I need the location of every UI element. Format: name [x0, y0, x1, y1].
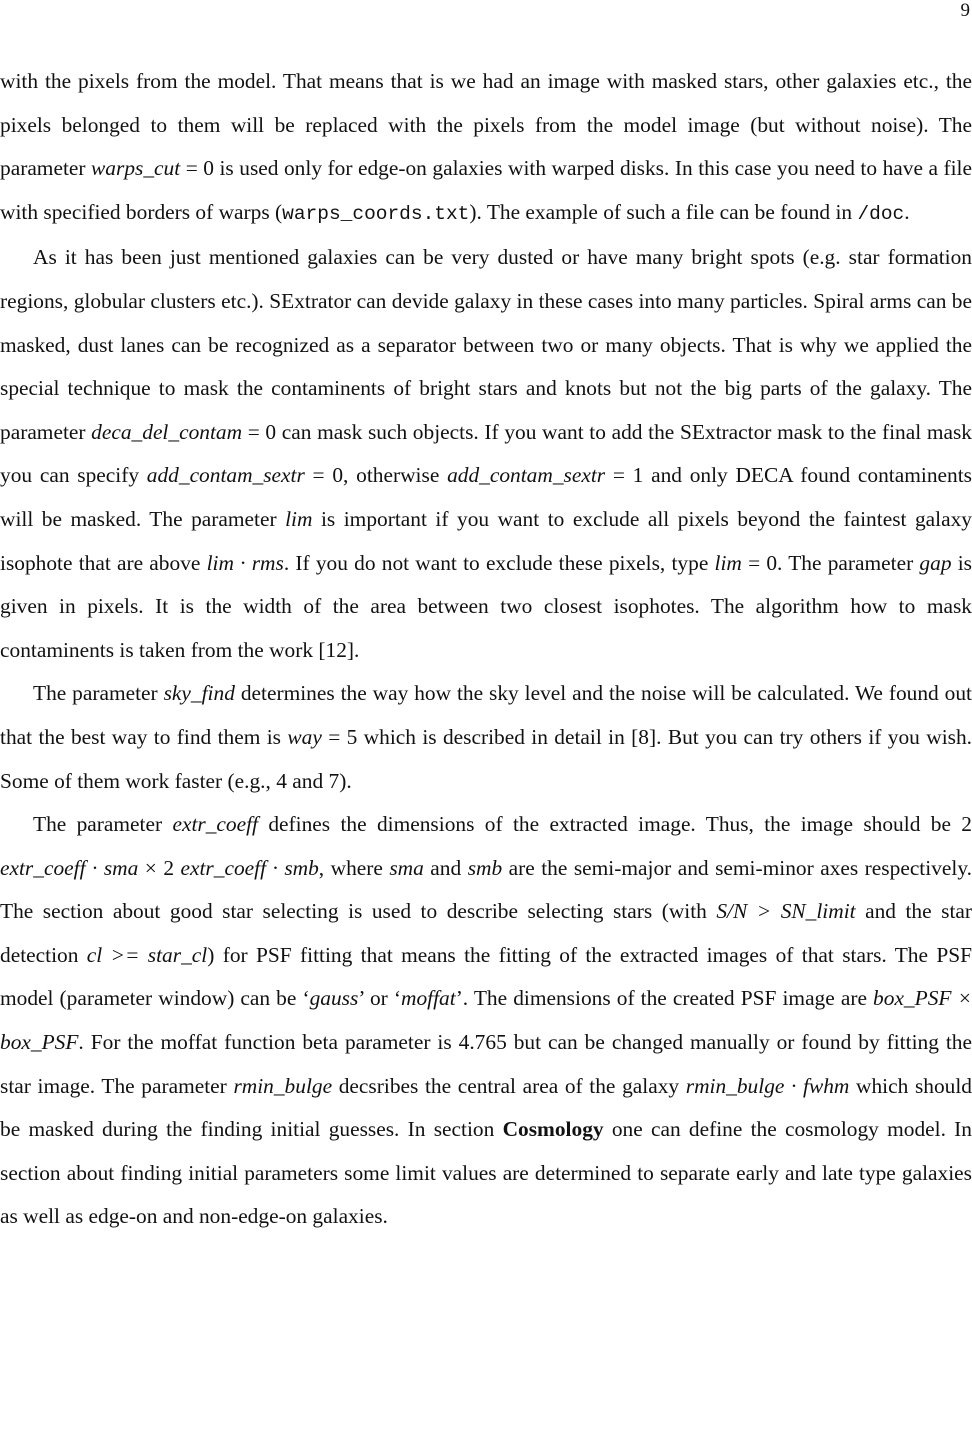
text-run: are the semi-major and semi-minor axes respectively. The section about good star selecting is used to describe selecting stars (with: [0, 855, 972, 924]
text-run: = 1 and only DECA found contaminents will be masked. The parameter: [0, 463, 972, 531]
text-run: ). The example of such a file can be found in: [469, 199, 858, 224]
body-text: [0, 60, 972, 1239]
text-run: with the pixels from the model. That means that is we had an image with masked stars, other galaxies etc., the pixels belonged to them will be replaced with the pixels from the model image (but without noise). The parameter: [0, 69, 972, 181]
text-run: which should be masked during the finding initial guesses. In section: [0, 1073, 972, 1142]
math-expression: deca_del_contam: [91, 419, 243, 444]
math-expression: rmin_bulge · fwhm: [685, 1073, 850, 1098]
bold-term: Cosmology: [502, 1117, 604, 1142]
math-expression: lim: [285, 506, 313, 531]
text-run: , where: [318, 855, 390, 880]
math-expression: way: [287, 724, 322, 749]
text-run: and: [423, 855, 468, 880]
text-run: As it has been just mentioned galaxies can be very dusted or have many bright spots (e.g. star formation regions, globular clusters etc.). SExtrator can devide galaxy in these cases into many particles. Spiral arms can be masked, dust lanes can be recognized as a separator between two or many objects. That is why we applied the special technique to mask the contaminents of bright stars and knots but not the big parts of the galaxy. The parameter: [0, 245, 972, 444]
text-run: The parameter: [33, 812, 173, 837]
paragraph-p1: [0, 60, 972, 236]
text-run: = 0 is used only for edge-on galaxies with warped disks. In this case you need to have a file with specified borders of warps (: [0, 156, 972, 224]
text-run: is given in pixels. It is the width of the area between two closest isophotes. The algorithm how to mask contaminents is taken from the work [12].: [0, 550, 972, 662]
math-expression: extr_coeff: [172, 812, 258, 837]
code-filename: warps_coords.txt: [282, 202, 470, 225]
math-expression: S/N > SN_limit: [716, 899, 856, 924]
math-expression: box_PSF × box_PSF: [0, 986, 972, 1055]
text-run: = 0, otherwise: [304, 463, 448, 488]
text-run: one can define the cosmology model. In section about finding initial parameters some limit values are determined to separate early and late type galaxies as well as edge-on and non-edge-on galaxies.: [0, 1117, 972, 1229]
text-run: . If you do not want to exclude these pixels, type: [283, 550, 715, 575]
text-run: decsribes the central area of the galaxy: [332, 1073, 686, 1098]
paragraph-p3: [0, 672, 972, 803]
math-expression: extr_coeff · smb: [180, 855, 319, 880]
math-expression: lim · rms: [206, 550, 284, 575]
text-run: = 0 can mask such objects. If you want to add the SExtractor mask to the final mask you can specify: [0, 419, 972, 488]
text-run: ’ or ‘: [358, 986, 402, 1011]
paragraph-p2: [0, 236, 972, 672]
text-run: . For the moffat function beta parameter is 4.765 but can be changed manually or found by fitting the star image. The parameter: [0, 1030, 972, 1098]
math-expression: warps_cut: [91, 156, 181, 181]
text-run: × 2: [138, 855, 181, 880]
math-expression: add_contam_sextr: [146, 463, 305, 488]
code-filename: /doc: [857, 202, 905, 225]
math-expression: lim: [714, 550, 742, 575]
text-run: = 0. The parameter: [741, 550, 920, 575]
text-run: .: [904, 199, 910, 224]
math-expression: sky_find: [163, 681, 235, 706]
paragraph-p4: [0, 803, 972, 1239]
text-run: and the star detection: [0, 899, 972, 967]
text-run: ) for PSF fitting that means the fitting of the extracted images of that stars. The PSF model (parameter window) can be ‘: [0, 942, 972, 1011]
text-run: The parameter: [33, 681, 164, 706]
text-run: defines the dimensions of the extracted image. Thus, the image should be 2: [258, 812, 972, 837]
math-expression: extr_coeff · sma: [0, 855, 139, 880]
math-expression: cl >= star_cl: [86, 942, 208, 967]
text-run: determines the way how the sky level and the noise will be calculated. We found out that the best way to find them is: [0, 681, 972, 749]
math-expression: rmin_bulge: [233, 1073, 333, 1098]
text-run: ’. The dimensions of the created PSF image are: [455, 986, 874, 1011]
text-run: = 5 which is described in detail in [8]. But you can try others if you wish. Some of them work faster (e.g., 4 and 7).: [0, 724, 972, 793]
math-expression: smb: [467, 855, 503, 880]
math-expression: gauss: [309, 986, 359, 1011]
math-expression: sma: [389, 855, 424, 880]
math-expression: add_contam_sextr: [447, 463, 606, 488]
math-expression: gap: [919, 550, 952, 575]
page-number: 9: [960, 0, 970, 21]
math-expression: moffat: [401, 986, 456, 1011]
text-run: is important if you want to exclude all pixels beyond the faintest galaxy isophote that are above: [0, 506, 972, 575]
